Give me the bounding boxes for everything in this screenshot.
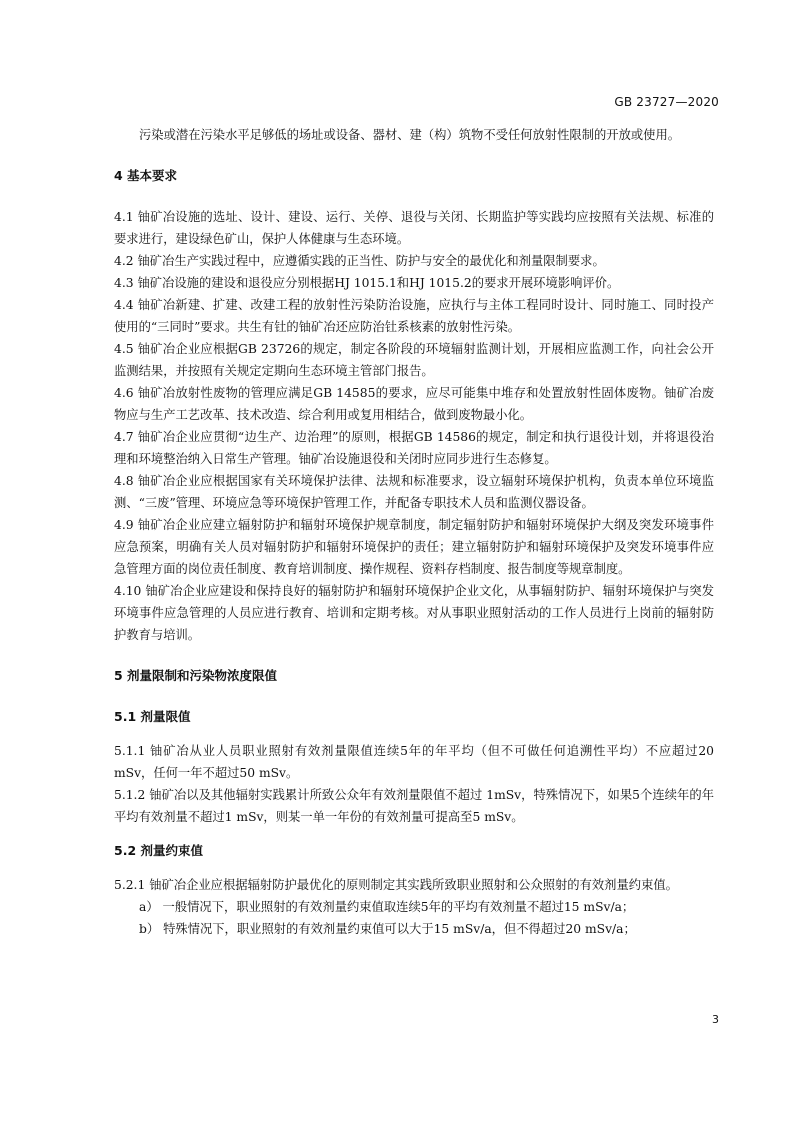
clause-5-1-1: 5.1.1 铀矿冶从业人员职业照射有效剂量限值连续5年的年平均（但不可做任何追溯性平均）不应超过20 mSv，任何一年不超过50 mSv。 [114, 744, 714, 780]
clause-5-1-2: 5.1.2 铀矿冶以及其他辐射实践累计所致公众年有效剂量限值不超过 1mSv，特殊情况下，如果5个连续年的年平均有效剂量不超过1 mSv，则某一单一年份的有效剂量可提高至5 mSv。 [114, 788, 714, 824]
document-code: GB 23727—2020 [614, 95, 719, 109]
clause-4-5: 4.5 铀矿冶企业应根据GB 23726的规定，制定各阶段的环境辐射监测计划，开展相应监测工作，向社会公开监测结果，并按照有关规定定期向生态环境主管部门报告。 [114, 342, 714, 378]
clause-4-4: 4.4 铀矿冶新建、扩建、改建工程的放射性污染防治设施，应执行与主体工程同时设计、同时施工、同时投产使用的“三同时”要求。共生有钍的铀矿冶还应防治钍系核素的放射性污染。 [114, 298, 714, 334]
page-number: 3 [712, 1013, 719, 1026]
clause-4-9: 4.9 铀矿冶企业应建立辐射防护和辐射环境保护规章制度，制定辐射防护和辐射环境保护大纲及突发环境事件应急预案，明确有关人员对辐射防护和辐射环境保护的责任；建立辐射防护和辐射环境保护及突发环境事件应急管理方面的岗位责任制度、教育培训制度、操作规程、资料存档制度、报告制度等规章制度。 [114, 518, 714, 576]
clause-4-8: 4.8 铀矿冶企业应根据国家有关环境保护法律、法规和标准要求，设立辐射环境保护机构，负责本单位环境监测、“三废”管理、环境应急等环境保护管理工作，并配备专职技术人员和监测仪器设备。 [114, 474, 714, 510]
intro-paragraph: 污染或潜在污染水平足够低的场址或设备、器材、建（构）筑物不受任何放射性限制的开放或使用。 [139, 128, 681, 142]
list-item-a: a） 一般情况下，职业照射的有效剂量约束值取连续5年的平均有效剂量不超过15 mSv/a； [139, 900, 635, 914]
section-4-title: 4 基本要求 [114, 168, 178, 183]
clause-4-3: 4.3 铀矿冶设施的建设和退役应分别根据HJ 1015.1和HJ 1015.2的要求开展环境影响评价。 [114, 276, 620, 290]
clause-5-2-1: 5.2.1 铀矿冶企业应根据辐射防护最优化的原则制定其实践所致职业照射和公众照射的有效剂量约束值。 [114, 878, 678, 892]
list-item-b: b） 特殊情况下，职业照射的有效剂量约束值可以大于15 mSv/a，但不得超过20 mSv/a； [139, 922, 636, 936]
clause-4-2: 4.2 铀矿冶生产实践过程中，应遵循实践的正当性、防护与安全的最优化和剂量限制要求。 [114, 254, 605, 268]
section-5-title: 5 剂量限制和污染物浓度限值 [114, 668, 278, 683]
clause-4-10: 4.10 铀矿冶企业应建设和保持良好的辐射防护和辐射环境保护企业文化，从事辐射防护、辐射环境保护与突发环境事件应急管理的人员应进行教育、培训和定期考核。对从事职业照射活动的工作人员进行上岗前的辐射防护教育与培训。 [114, 584, 714, 642]
clause-4-6: 4.6 铀矿冶放射性废物的管理应满足GB 14585的要求，应尽可能集中堆存和处置放射性固体废物。铀矿冶废物应与生产工艺改革、技术改造、综合利用或复用相结合，做到废物最小化。 [114, 386, 714, 422]
section-5-2-title: 5.2 剂量约束值 [114, 843, 203, 858]
clause-4-1: 4.1 铀矿冶设施的选址、设计、建设、运行、关停、退役与关闭、长期监护等实践均应按照有关法规、标准的要求进行，建设绿色矿山，保护人体健康与生态环境。 [114, 210, 714, 246]
section-5-1-title: 5.1 剂量限值 [114, 709, 191, 724]
clause-4-7: 4.7 铀矿冶企业应贯彻“边生产、边治理”的原则，根据GB 14586的规定，制定和执行退役计划，并将退役治理和环境整治纳入日常生产管理。铀矿冶设施退役和关闭时应同步进行生态修复。 [114, 430, 714, 466]
document-body [114, 124, 714, 940]
